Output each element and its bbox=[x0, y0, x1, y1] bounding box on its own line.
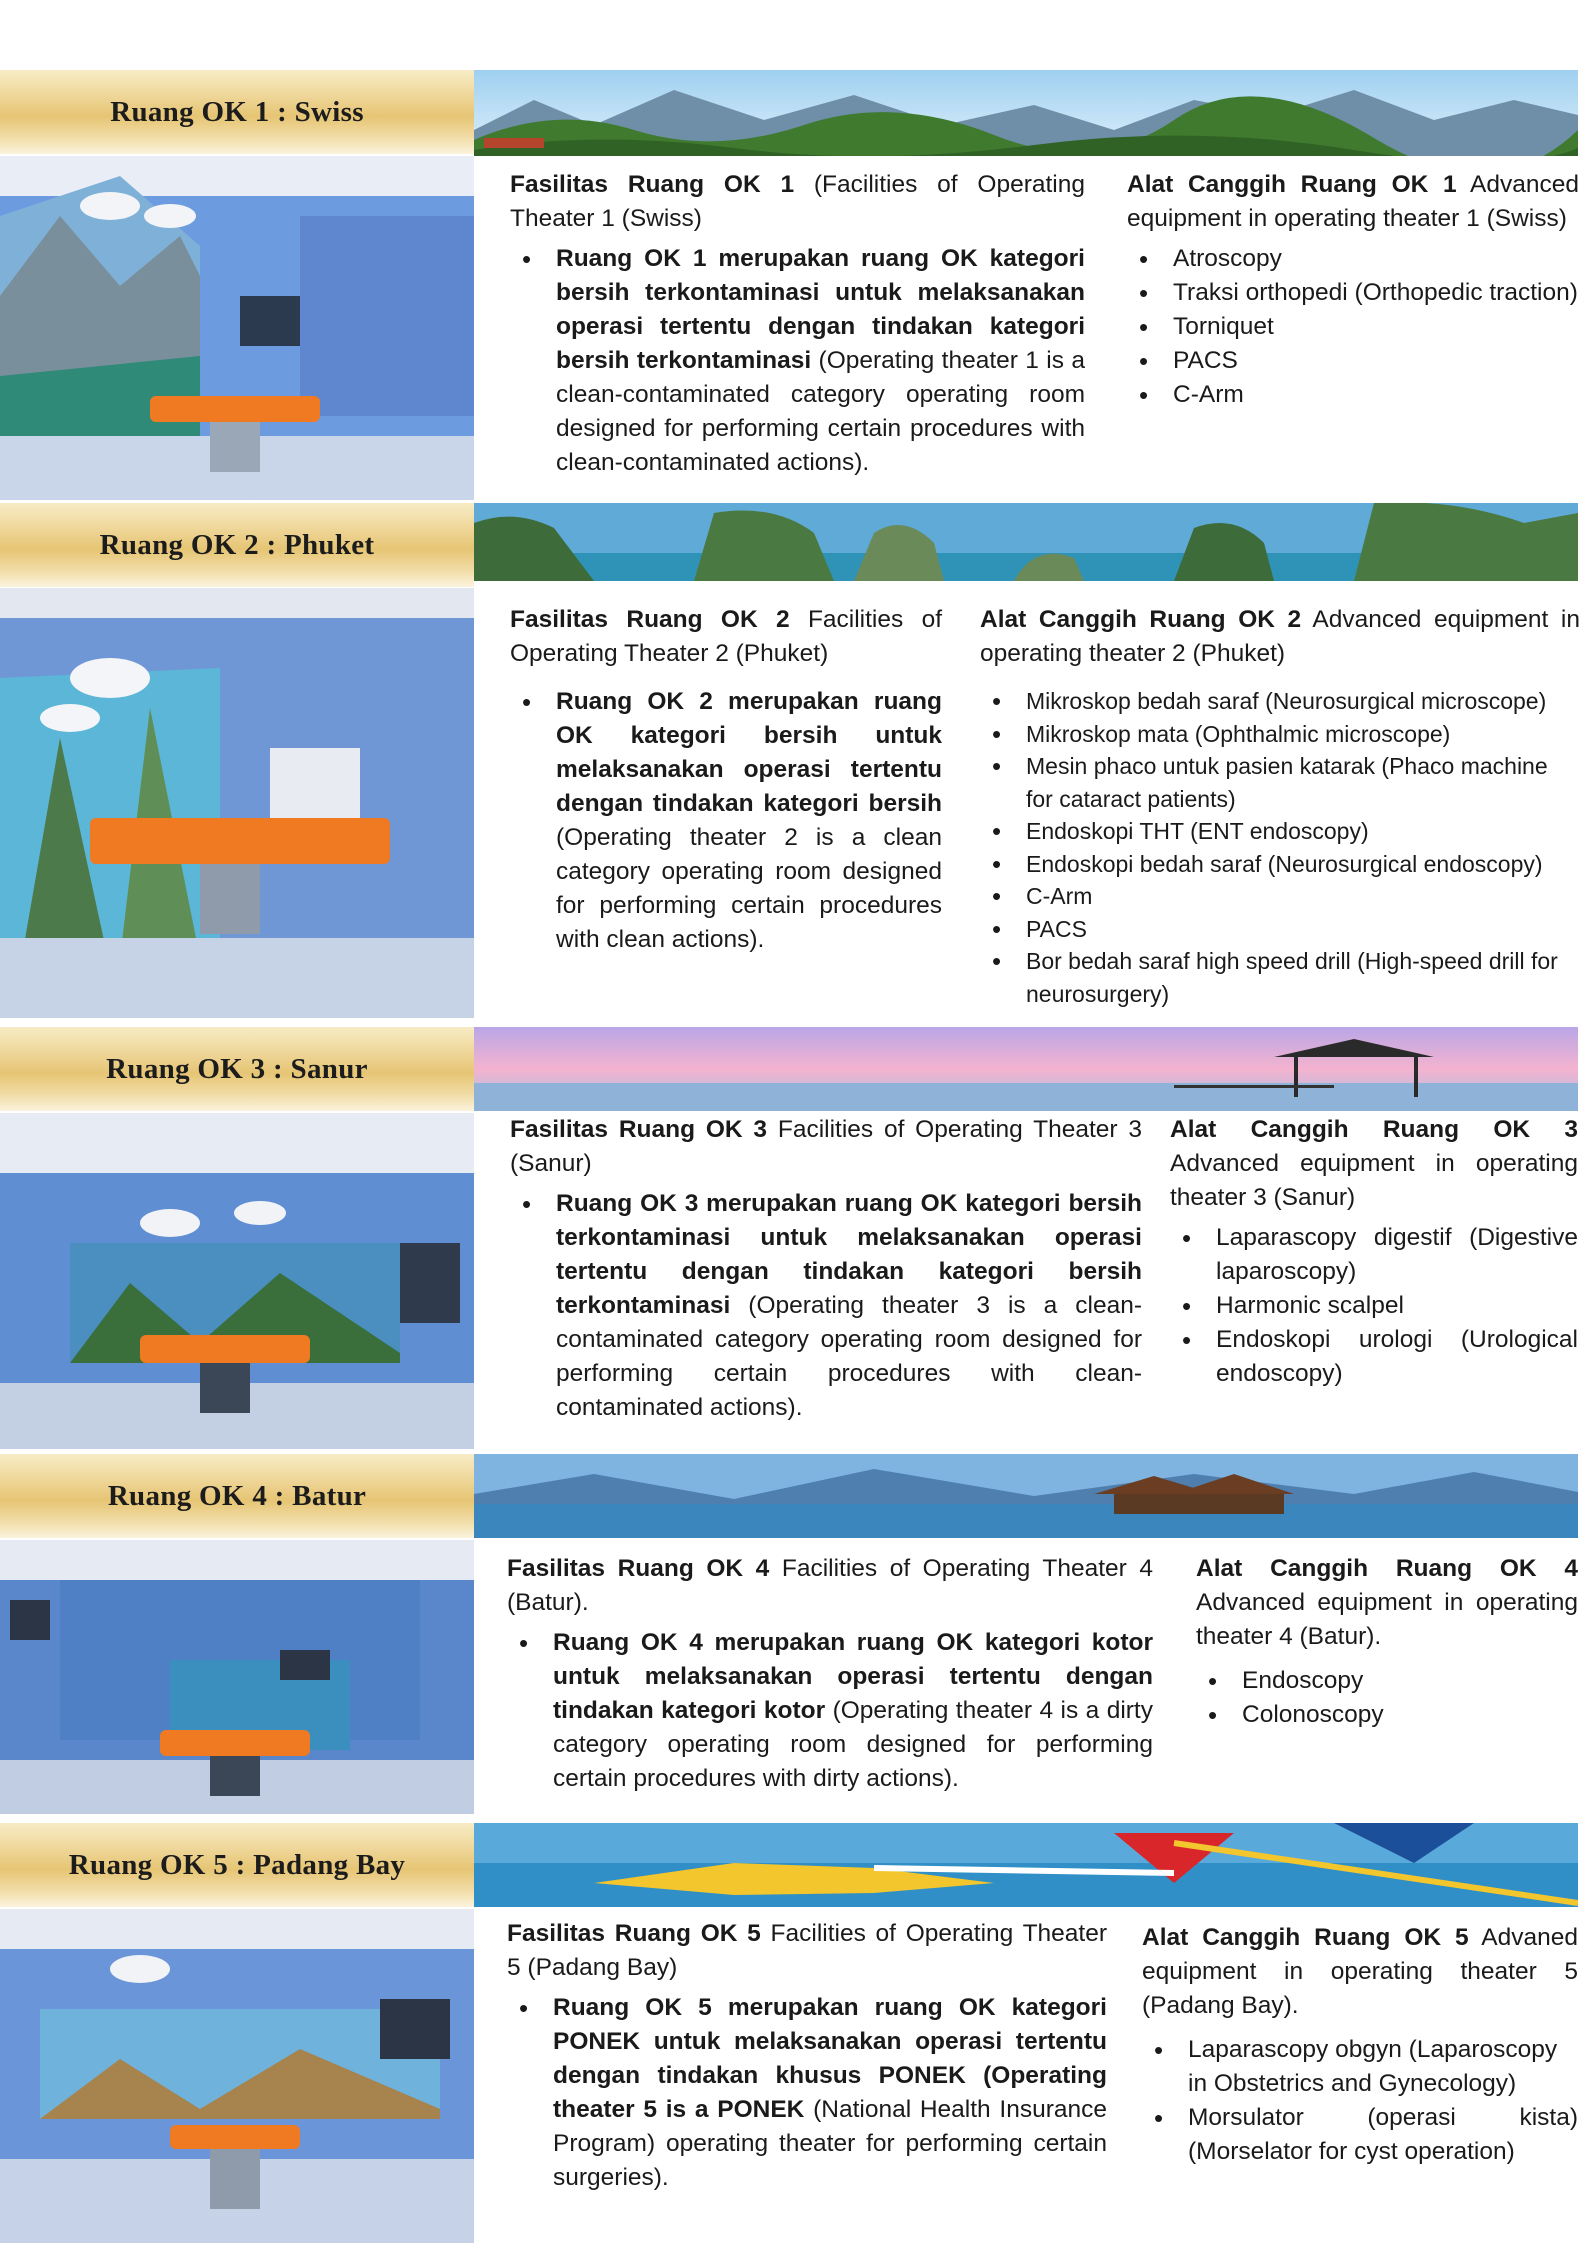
facilities-heading bbox=[507, 1917, 1107, 1985]
equipment-heading-rest: Advanced equipment in operating theater 2 (Phuket) bbox=[980, 606, 1580, 667]
equipment-heading-bold: Alat Canggih Ruang OK 2 bbox=[980, 606, 1302, 633]
equipment-list bbox=[1170, 1221, 1578, 1391]
equipment-item: • Colonoscopy bbox=[1242, 1698, 1578, 1732]
equipment-heading-bold: Alat Canggih Ruang OK 1 bbox=[1127, 171, 1457, 198]
facilities-description-rest: (Operating theater 2 is a clean category operating room designed for performing certain procedures with clean actions). bbox=[556, 824, 942, 953]
facilities-description-bold: Ruang OK 4 merupakan ruang OK kategori kotor untuk melaksanakan operasi tertentu dengan tindakan kategori kotor bbox=[553, 1629, 1153, 1724]
facilities-description bbox=[553, 1626, 1153, 1796]
banner-image-swiss bbox=[474, 70, 1578, 156]
banner-image-phuket bbox=[474, 503, 1578, 581]
facilities-heading-bold: Fasilitas Ruang OK 5 bbox=[507, 1920, 761, 1947]
equipment-item: • Harmonic scalpel bbox=[1216, 1289, 1578, 1323]
facilities-heading-bold: Fasilitas Ruang OK 3 bbox=[510, 1116, 768, 1143]
section-title: Ruang OK 2 : Phuket bbox=[99, 528, 375, 561]
equipment-heading-rest: Advanced equipment in operating theater 4 (Batur). bbox=[1196, 1589, 1578, 1650]
facilities-description-bold: Ruang OK 3 merupakan ruang OK kategori bersih terkontaminasi untuk melaksanakan operasi tertentu dengan tindakan kategori bersih terkontaminasi bbox=[556, 1190, 1142, 1319]
facilities-description bbox=[553, 1991, 1107, 2195]
equipment-item: • Mikroskop bedah saraf (Neurosurgical microscope) bbox=[1026, 685, 1580, 718]
banner-image-padang-bay bbox=[474, 1823, 1578, 1907]
facilities-heading-bold: Fasilitas Ruang OK 4 bbox=[507, 1555, 770, 1582]
equipment-column bbox=[1170, 1113, 1578, 1391]
equipment-item: • Atroscopy bbox=[1173, 242, 1579, 276]
facilities-description-bold: Ruang OK 1 merupakan ruang OK kategori bersih terkontaminasi untuk melaksanakan operasi tertentu dengan tindakan kategori bersih terkontaminasi bbox=[556, 245, 1085, 374]
facilities-heading bbox=[510, 603, 942, 671]
section-title: Ruang OK 4 : Batur bbox=[107, 1479, 367, 1512]
facilities-heading-rest: (Facilities of Operating Theater 1 (Swiss) bbox=[510, 171, 1085, 232]
facilities-column bbox=[510, 603, 942, 957]
section-ok3 bbox=[0, 1027, 1586, 1449]
section-ok5 bbox=[0, 1823, 1586, 2243]
equipment-item: • Endoskopi bedah saraf (Neurosurgical endoscopy) bbox=[1026, 848, 1580, 881]
equipment-heading bbox=[980, 603, 1580, 671]
equipment-column bbox=[1142, 1921, 1578, 2169]
equipment-item: • C-Arm bbox=[1026, 880, 1580, 913]
facilities-description-bold: Ruang OK 5 merupakan ruang OK kategori PONEK untuk melaksanakan operasi tertentu dengan tindakan khusus PONEK (Operating theater 5 is a PONEK bbox=[553, 1994, 1107, 2123]
equipment-heading-bold: Alat Canggih Ruang OK 4 bbox=[1196, 1555, 1578, 1582]
equipment-heading-rest: Advanced equipment in operating theater 1 (Swiss) bbox=[1127, 171, 1579, 232]
equipment-heading bbox=[1170, 1113, 1578, 1215]
equipment-heading-bold: Alat Canggih Ruang OK 5 bbox=[1142, 1924, 1469, 1951]
section-title: Ruang OK 5 : Padang Bay bbox=[68, 1848, 406, 1881]
facilities-heading-rest: Facilities of Operating Theater 5 (Padang Bay) bbox=[507, 1920, 1108, 1981]
equipment-item: • Endoskopi THT (ENT endoscopy) bbox=[1026, 815, 1580, 848]
section-title: Ruang OK 1 : Swiss bbox=[110, 95, 364, 128]
section-title-band bbox=[0, 1823, 474, 1907]
equipment-item: • C-Arm bbox=[1173, 378, 1579, 412]
facilities-column bbox=[510, 1113, 1142, 1425]
facilities-list bbox=[510, 685, 942, 957]
equipment-item: • PACS bbox=[1173, 344, 1579, 378]
facilities-heading-bold: Fasilitas Ruang OK 2 bbox=[510, 606, 790, 633]
section-title-band bbox=[0, 503, 474, 587]
equipment-heading-rest: Advanced equipment in operating theater 3 (Sanur) bbox=[1170, 1150, 1578, 1211]
equipment-heading-rest: Advaned equipment in operating theater 5 (Padang Bay). bbox=[1142, 1924, 1578, 2019]
facilities-description-rest: (Operating theater 4 is a dirty category operating room designed for performing certain procedures with dirty actions). bbox=[553, 1697, 1153, 1792]
equipment-list bbox=[1196, 1664, 1578, 1732]
equipment-item: • Laparascopy obgyn (Laparoscopy in Obstetrics and Gynecology) bbox=[1188, 2033, 1578, 2101]
equipment-heading bbox=[1196, 1552, 1578, 1654]
equipment-column bbox=[980, 603, 1580, 1010]
equipment-item: • Traksi orthopedi (Orthopedic traction) bbox=[1173, 276, 1579, 310]
facilities-heading-rest: Facilities of Operating Theater 2 (Phuket) bbox=[510, 606, 943, 667]
facilities-list bbox=[510, 1187, 1142, 1425]
operating-room-photo-5 bbox=[0, 1909, 474, 2243]
equipment-heading bbox=[1142, 1921, 1578, 2023]
section-ok2 bbox=[0, 503, 1586, 1018]
facilities-description-rest: (National Health Insurance Program) operating theater for performing certain surgeries). bbox=[553, 2096, 1107, 2191]
facilities-column bbox=[507, 1552, 1153, 1796]
facilities-description-bold: Ruang OK 2 merupakan ruang OK kategori bersih untuk melaksanakan operasi tertentu dengan tindakan kategori bersih bbox=[556, 688, 942, 817]
equipment-column bbox=[1196, 1552, 1578, 1732]
banner-image-batur bbox=[474, 1454, 1578, 1538]
facilities-description bbox=[556, 1187, 1142, 1425]
equipment-list bbox=[1127, 242, 1579, 412]
section-ok4 bbox=[0, 1454, 1586, 1814]
equipment-list bbox=[1142, 2033, 1578, 2169]
equipment-heading-bold: Alat Canggih Ruang OK 3 bbox=[1170, 1116, 1578, 1143]
section-title: Ruang OK 3 : Sanur bbox=[106, 1052, 368, 1085]
banner-image-sanur bbox=[474, 1027, 1578, 1111]
equipment-list bbox=[980, 685, 1580, 1010]
facilities-heading-rest: Facilities of Operating Theater 4 (Batur). bbox=[507, 1555, 1153, 1616]
equipment-item: • Laparascopy digestif (Digestive laparoscopy) bbox=[1216, 1221, 1578, 1289]
facilities-list bbox=[510, 242, 1085, 480]
equipment-item: • Bor bedah saraf high speed drill (High-speed drill for neurosurgery) bbox=[1026, 945, 1580, 1010]
section-title-band bbox=[0, 1454, 474, 1538]
facilities-description bbox=[556, 685, 942, 957]
facilities-list bbox=[507, 1626, 1153, 1796]
facilities-heading bbox=[510, 1113, 1142, 1181]
facilities-heading bbox=[507, 1552, 1153, 1620]
equipment-item: • Morsulator (operasi kista) (Morselator for cyst operation) bbox=[1188, 2101, 1578, 2169]
section-title-band bbox=[0, 1027, 474, 1111]
equipment-heading bbox=[1127, 168, 1579, 236]
equipment-item: • Endoscopy bbox=[1242, 1664, 1578, 1698]
equipment-item: • Mesin phaco untuk pasien katarak (Phaco machine for cataract patients) bbox=[1026, 750, 1580, 815]
equipment-item: • Endoskopi urologi (Urological endoscopy) bbox=[1216, 1323, 1578, 1391]
operating-room-photo-1 bbox=[0, 156, 474, 500]
facilities-description-rest: (Operating theater 1 is a clean-contaminated category operating room designed for performing certain procedures with clean-contaminated actions). bbox=[556, 347, 1085, 476]
facilities-column bbox=[510, 168, 1085, 480]
facilities-column bbox=[507, 1917, 1107, 2195]
equipment-item: • PACS bbox=[1026, 913, 1580, 946]
facilities-heading bbox=[510, 168, 1085, 236]
facilities-description bbox=[556, 242, 1085, 480]
operating-room-photo-4 bbox=[0, 1540, 474, 1814]
equipment-item: • Torniquet bbox=[1173, 310, 1579, 344]
operating-room-photo-3 bbox=[0, 1113, 474, 1449]
section-title-band bbox=[0, 70, 474, 154]
equipment-item: • Mikroskop mata (Ophthalmic microscope) bbox=[1026, 718, 1580, 751]
section-ok1 bbox=[0, 70, 1586, 500]
operating-room-photo-2 bbox=[0, 588, 474, 1018]
facilities-list bbox=[507, 1991, 1107, 2195]
facilities-heading-bold: Fasilitas Ruang OK 1 bbox=[510, 171, 795, 198]
facilities-description-rest: (Operating theater 3 is a clean-contaminated category operating room designed for performing certain procedures with clean-contaminated actions). bbox=[556, 1292, 1142, 1421]
equipment-column bbox=[1127, 168, 1579, 412]
facilities-heading-rest: Facilities of Operating Theater 3 (Sanur) bbox=[510, 1116, 1142, 1177]
